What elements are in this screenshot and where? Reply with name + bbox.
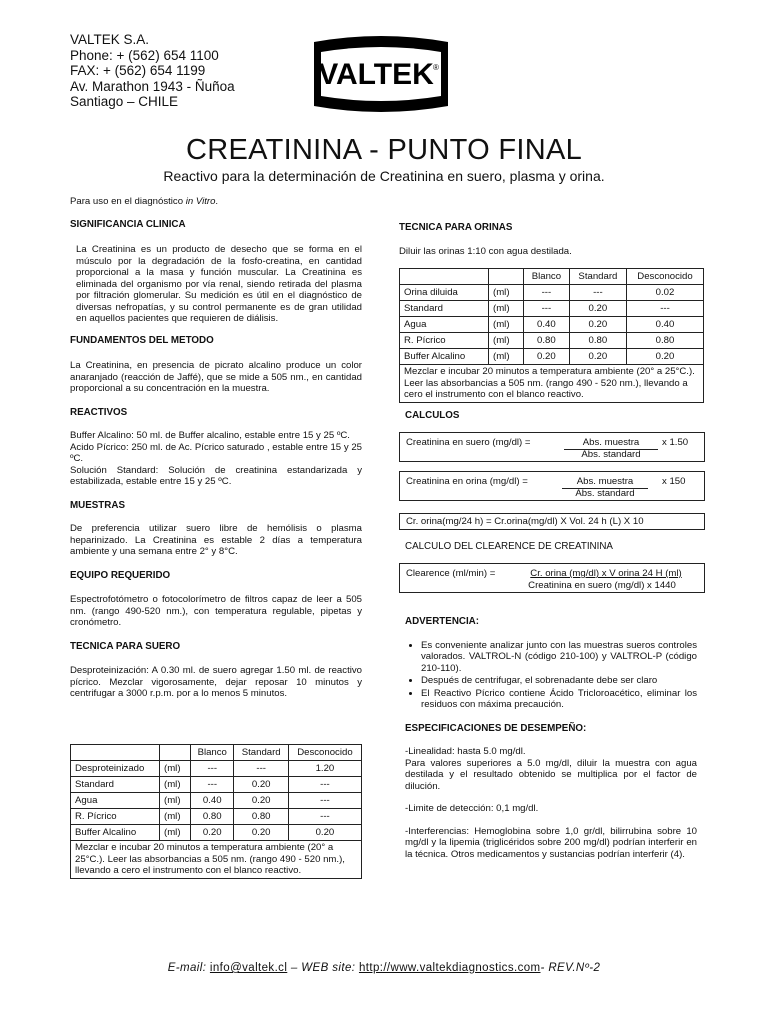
table-cell: R. Pícrico [400, 333, 489, 349]
company-address: Av. Marathon 1943 - Ñuñoa [70, 78, 235, 94]
suero-table [70, 744, 362, 879]
table-cell: Standard [71, 777, 160, 793]
formula-orina [399, 471, 705, 501]
table-cell: Blanco [524, 269, 570, 285]
table-cell: 0.80 [569, 333, 626, 349]
table-cell: --- [569, 285, 626, 301]
table-cell: Standard [400, 301, 489, 317]
table-cell: (ml) [489, 301, 524, 317]
formula-multiplier: x 150 [662, 476, 686, 487]
table-note: Mezclar e incubar 20 minutos a temperatura ambiente (20° a 25°C.). Leer las absorbancias a 505 nm. (rango 490 - 520 nm.), llevando a cero el instrumento con el blanco reactivo. [400, 365, 704, 403]
footer [0, 962, 768, 974]
tecnica-orinas-text: Diluir las orinas 1:10 con agua destilada. [399, 245, 572, 257]
table-cell: R. Pícrico [71, 809, 160, 825]
table-row [400, 317, 704, 333]
table-cell: 0.20 [569, 349, 626, 365]
table-cell [160, 745, 191, 761]
table-cell: 0.40 [524, 317, 570, 333]
table-header-row [71, 745, 362, 761]
table-cell: 0.80 [524, 333, 570, 349]
list-item: • El Reactivo Pícrico contiene Ácido Tricloroacético, eliminar los residuos con máxima precaución. [421, 688, 697, 711]
section-heading-tecnica-orinas: TECNICA PARA ORINAS [399, 222, 513, 233]
footer-web-label: – WEB site: [287, 962, 359, 974]
table-cell: Blanco [191, 745, 234, 761]
footer-email-label: E-mail: [167, 962, 210, 974]
table-cell: Desconocido [627, 269, 704, 285]
table-cell: (ml) [489, 333, 524, 349]
formula-denominator: Abs. standard [581, 449, 641, 460]
formula-orina-24h: Cr. orina(mg/24 h) = Cr.orina(mg/dl) X Vol. 24 h (L) X 10 [399, 513, 705, 530]
formula-label: Creatinina en suero (mg/dl) = [406, 437, 531, 448]
reactivo-standard: Solución Standard: Solución de creatinina estandarizada y estabilizada, estable entre 15 y 25 ºC. [70, 464, 362, 487]
table-cell: 0.40 [191, 793, 234, 809]
table-cell: 0.40 [627, 317, 704, 333]
orinas-table-wrap [399, 268, 704, 403]
section-heading-tecnica-suero: TECNICA PARA SUERO [70, 640, 181, 652]
email-link[interactable]: info@valtek.cl [209, 962, 288, 974]
table-row [71, 793, 362, 809]
formula-multiplier: x 1.50 [662, 437, 689, 448]
fundamentos-text: La Creatinina, en presencia de picrato alcalino produce un color anaranjado (reacción de Jaffé), que se mide a 505 nm., en cantidad proporcional a su concentración en la muestra. [70, 360, 362, 394]
table-cell: Orina diluida [400, 285, 489, 301]
company-city: Santiago – CHILE [70, 94, 179, 109]
table-row [71, 809, 362, 825]
table-cell [489, 269, 524, 285]
company-fax: FAX: + (562) 654 1199 [70, 63, 206, 78]
list-item: • Después de centrifugar, el sobrenadante debe ser claro [421, 675, 697, 687]
table-cell: 0.20 [234, 793, 288, 809]
table-row [400, 333, 704, 349]
company-name: VALTEK S.A. [70, 32, 150, 47]
table-cell [71, 745, 160, 761]
table-cell: 0.20 [569, 317, 626, 333]
reactivo-buffer: Buffer Alcalino: 50 ml. de Buffer alcalino, estable entre 15 y 25 ºC. [70, 430, 350, 441]
table-cell: (ml) [160, 761, 191, 777]
orinas-table [399, 268, 704, 403]
table-cell: --- [288, 809, 361, 825]
section-heading-calculos: CALCULOS [405, 410, 460, 421]
valtek-logo [306, 34, 456, 114]
intro-text: Para uso en el diagnóstico in Vitro. [70, 196, 219, 207]
table-note: Mezclar e incubar 20 minutos a temperatura ambiente (20° a 25°C.). Leer las absorbancias a 505 nm. (rango 490 - 520 nm.), llevando a cero el instrumento con el blanco reactivo. [71, 841, 362, 879]
formula-clearence [399, 563, 705, 593]
table-cell: 0.20 [288, 825, 361, 841]
table-cell: Buffer Alcalino [71, 825, 160, 841]
table-cell: 0.80 [191, 809, 234, 825]
table-cell: 0.20 [627, 349, 704, 365]
table-row [71, 777, 362, 793]
suero-table-wrap [70, 744, 362, 879]
table-note-row [400, 365, 704, 403]
table-cell: 0.02 [627, 285, 704, 301]
limite-text: -Limite de detección: 0,1 mg/dl. [405, 803, 539, 814]
table-cell: --- [191, 777, 234, 793]
table-row [71, 825, 362, 841]
table-cell: Agua [71, 793, 160, 809]
logo-registered-mark: ® [433, 63, 439, 72]
table-row [400, 301, 704, 317]
table-cell: --- [191, 761, 234, 777]
right-column-top [399, 222, 704, 257]
table-cell: 0.20 [191, 825, 234, 841]
table-cell: (ml) [160, 777, 191, 793]
reactivo-picrico: Acido Pícrico: 250 ml. de Ac. Pícrico saturado , estable entre 15 y 25 ºC. [70, 441, 362, 464]
page-subtitle: Reactivo para la determinación de Creatinina en suero, plasma y orina. [163, 168, 605, 184]
section-heading-significancia: SIGNIFICANCIA CLINICA [70, 218, 186, 230]
muestras-text: De preferencia utilizar suero libre de hemólisis o plasma heparinizado. La Creatinina es estable 2 días a temperatura ambiente y una semana entre 2° y 8°C. [70, 523, 362, 557]
table-cell: Agua [400, 317, 489, 333]
formula-denominator: Abs. standard [575, 488, 635, 499]
linealidad-text: -Linealidad: hasta 5.0 mg/dl. [405, 746, 526, 757]
formula-suero [399, 432, 705, 462]
table-cell: 0.20 [569, 301, 626, 317]
logo-text: VALTEK [318, 58, 434, 91]
table-cell: --- [627, 301, 704, 317]
table-row [400, 285, 704, 301]
company-address-block [70, 32, 235, 110]
table-cell: 0.80 [234, 809, 288, 825]
table-cell: (ml) [489, 317, 524, 333]
table-row [400, 349, 704, 365]
table-header-row [400, 269, 704, 285]
interferencias-text: -Interferencias: Hemoglobina sobre 1,0 gr/dl, bilirrubina sobre 10 mg/dl y la lipemia (triglicéridos sobre 200 mg/dl) podrían interferir en la técnica. Otros medicamentos y sustancias podrían interferir (4). [405, 825, 697, 860]
table-cell: (ml) [160, 809, 191, 825]
table-cell: 0.20 [524, 349, 570, 365]
formula-numerator: Abs. muestra [564, 437, 658, 450]
table-cell: 0.20 [234, 825, 288, 841]
website-link[interactable]: http://www.valtekdiagnostics.com [358, 962, 541, 974]
formula-denominator: Creatinina en suero (mg/dl) x 1440 [528, 580, 676, 591]
table-row [71, 761, 362, 777]
company-phone: Phone: + (562) 654 1100 [70, 47, 219, 63]
significancia-text: La Creatinina es un producto de desecho que se forma en el músculo por la degradación de la fosfo-creatina, en cantidad proporcional a la masa y función muscular. La Creatinina es eliminada del organismo por vía renal, siendo retirada del plasma por filtración glomerular. Su medición es útil en el diagnóstico de diversas nefropatías, y su control permanente es de gran utilidad en aquellos pacientes que requieren de diálisis. [76, 244, 362, 324]
table-cell: (ml) [160, 793, 191, 809]
formula-label: Clearence (ml/min) = [406, 568, 496, 579]
table-cell: Desproteinizado [71, 761, 160, 777]
left-column [70, 196, 362, 700]
advertencia-list [405, 640, 697, 711]
section-heading-advertencia: ADVERTENCIA: [405, 616, 480, 627]
linealidad-detail: Para valores superiores a 5.0 mg/dl, diluir la muestra con agua destilada y el resultado obtenido se multiplica por el factor de dilución. [405, 757, 697, 792]
table-cell: --- [288, 793, 361, 809]
formula-numerator: Abs. muestra [562, 476, 648, 489]
table-cell: --- [524, 301, 570, 317]
section-heading-muestras: MUESTRAS [70, 499, 125, 511]
table-cell: Desconocido [288, 745, 361, 761]
formula-numerator: Cr. orina (mg/dl) x V orina 24 H (ml) [530, 568, 682, 579]
table-cell: --- [524, 285, 570, 301]
right-column-bottom [405, 616, 697, 860]
table-cell [400, 269, 489, 285]
table-cell: Standard [234, 745, 288, 761]
section-heading-reactivos: REACTIVOS [70, 406, 128, 418]
page-title: CREATININA - PUNTO FINAL [185, 134, 583, 166]
table-cell: (ml) [489, 285, 524, 301]
table-cell: Standard [569, 269, 626, 285]
equipo-text: Espectrofotómetro o fotocolorímetro de filtros capaz de leer a 505 nm. (rango 490-520 nm.), con temperatura regulable, pipetas y cronómetro. [70, 594, 362, 628]
section-heading-equipo: EQUIPO REQUERIDO [70, 569, 171, 581]
footer-revision: - REV.Nº-2 [540, 962, 601, 974]
table-cell: Buffer Alcalino [400, 349, 489, 365]
table-note-row [71, 841, 362, 879]
table-cell: --- [234, 761, 288, 777]
table-cell: 0.20 [234, 777, 288, 793]
table-cell: 1.20 [288, 761, 361, 777]
table-cell: 0.80 [627, 333, 704, 349]
tecnica-suero-text: Desproteinización: A 0.30 ml. de suero agregar 1.50 ml. de reactivo pícrico. Mezclar vigorosamente, dejar reposar 10 minutos y centrifugar a 3000 r.p.m. por a lo menos 5 minutos. [70, 665, 362, 699]
table-cell: --- [288, 777, 361, 793]
list-item: • Es conveniente analizar junto con las muestras sueros controles valorados. VALTROL-N (código 210-100) y VALTROL-P (código 210-110). [421, 640, 697, 675]
table-cell: (ml) [489, 349, 524, 365]
section-heading-especificaciones: ESPECIFICACIONES DE DESEMPEÑO: [405, 722, 587, 734]
section-heading-fundamentos: FUNDAMENTOS DEL METODO [70, 334, 214, 346]
clearence-heading: CALCULO DEL CLEARENCE DE CREATININA [405, 541, 613, 552]
table-cell: (ml) [160, 825, 191, 841]
formula-label: Creatinina en orina (mg/dl) = [406, 476, 528, 487]
